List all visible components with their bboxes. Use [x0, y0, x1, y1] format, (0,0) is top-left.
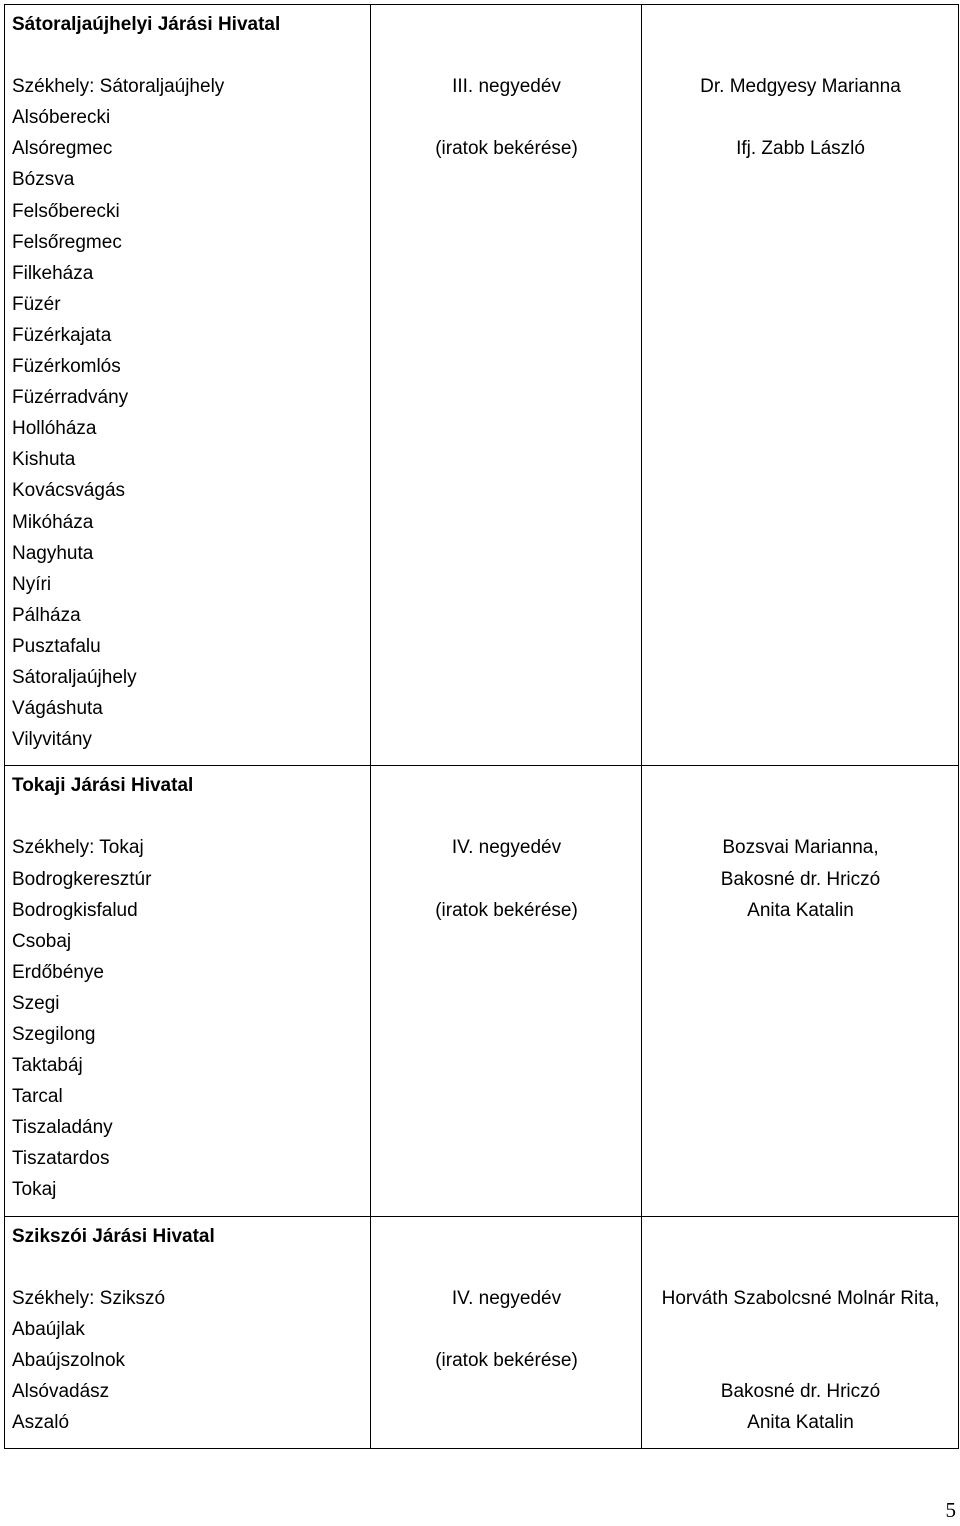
quarter-line: IV. negyedév [451, 1287, 562, 1309]
settlement-item: Bodrogkisfalud [12, 899, 138, 921]
office-responsible-cell [642, 5, 959, 766]
office-seat: Székhely: Tokaj [12, 837, 144, 859]
quarter-line: (iratok bekérése) [435, 1349, 578, 1371]
quarter-line [378, 864, 635, 895]
settlement-item: Füzérkajata [12, 324, 112, 346]
office-seat: Székhely: Sátoraljaújhely [12, 76, 225, 98]
page-number: 5 [945, 1498, 956, 1522]
settlement-item: Hollóháza [12, 418, 97, 440]
office-quarter-cell [371, 1216, 642, 1449]
responsible-person-line [649, 1314, 952, 1345]
responsible-person-line: Anita Katalin [747, 1412, 854, 1434]
settlement-item: Bodrogkeresztúr [12, 868, 152, 890]
quarter-line: IV. negyedév [451, 837, 562, 859]
quarter-line: (iratok bekérése) [435, 899, 578, 921]
settlement-item: Filkeháza [12, 262, 94, 284]
responsible-person-line: Bakosné dr. Hriczó [720, 868, 881, 890]
settlement-item: Szegilong [12, 1024, 96, 1045]
responsible-person-line: Ifj. Zabb László [736, 138, 865, 160]
settlement-item: Füzér [12, 293, 61, 315]
responsible-person-line [649, 1345, 952, 1376]
settlement-item: Abaújlak [12, 1318, 85, 1340]
office-row [5, 5, 959, 766]
quarter-line [378, 1314, 635, 1345]
settlement-item: Pálháza [12, 604, 81, 626]
settlement-item: Tokaj [12, 1179, 57, 1201]
settlement-item: Taktabáj [12, 1055, 83, 1077]
settlement-item: Aszaló [12, 1412, 70, 1434]
settlement-item: Pusztafalu [12, 635, 101, 657]
office-row [5, 1216, 959, 1449]
quarter-line [378, 102, 635, 133]
settlement-item: Mikóháza [12, 511, 94, 533]
responsible-person-line: Dr. Medgyesy Marianna [700, 76, 901, 98]
office-row [5, 766, 959, 1216]
settlement-item: Vágáshuta [12, 698, 103, 720]
responsible-person-line: Anita Katalin [747, 899, 854, 921]
settlement-item: Tiszaladány [12, 1117, 113, 1139]
quarter-line: (iratok bekérése) [435, 138, 578, 160]
settlement-item: Alsóregmec [12, 138, 113, 160]
office-title: Szikszói Járási Hivatal [12, 1225, 215, 1247]
office-schedule-table [4, 4, 959, 1449]
office-quarter-cell [371, 766, 642, 1216]
settlement-item: Füzérradvány [12, 387, 129, 409]
responsible-person-line [649, 102, 952, 133]
settlement-item: Nyíri [12, 573, 52, 595]
responsible-person-line: Horváth Szabolcsné Molnár Rita, [661, 1287, 940, 1309]
office-title: Tokaji Járási Hivatal [12, 775, 194, 797]
settlement-item: Bózsva [12, 169, 75, 191]
office-quarter-cell [371, 5, 642, 766]
office-settlements-cell [5, 1216, 371, 1449]
settlement-item: Nagyhuta [12, 542, 94, 564]
office-settlements-cell [5, 5, 371, 766]
quarter-line: III. negyedév [452, 76, 561, 98]
office-responsible-cell [642, 1216, 959, 1449]
settlement-item: Kovácsvágás [12, 480, 126, 502]
settlement-item: Tiszatardos [12, 1148, 110, 1170]
office-seat: Székhely: Szikszó [12, 1287, 166, 1309]
settlement-item: Kishuta [12, 449, 76, 471]
settlement-item: Alsóberecki [12, 107, 111, 129]
settlement-item: Szegi [12, 992, 60, 1014]
settlement-item: Sátoraljaújhely [12, 666, 137, 688]
responsible-person-line: Bozsvai Marianna, [722, 837, 879, 859]
settlement-item: Csobaj [12, 930, 72, 952]
office-responsible-cell [642, 766, 959, 1216]
settlement-item: Vilyvitány [12, 729, 92, 751]
table-body [5, 5, 959, 1449]
office-settlements-cell [5, 766, 371, 1216]
settlement-item: Felsőregmec [12, 231, 122, 253]
settlement-item: Felsőberecki [12, 200, 120, 222]
office-title: Sátoraljaújhelyi Járási Hivatal [12, 14, 281, 35]
settlement-item: Tarcal [12, 1086, 63, 1108]
responsible-person-line: Bakosné dr. Hriczó [720, 1381, 881, 1403]
settlement-item: Füzérkomlós [12, 356, 121, 378]
settlement-item: Abaújszolnok [12, 1349, 126, 1371]
settlement-item: Alsóvadász [12, 1381, 110, 1403]
settlement-item: Erdőbénye [12, 961, 104, 983]
